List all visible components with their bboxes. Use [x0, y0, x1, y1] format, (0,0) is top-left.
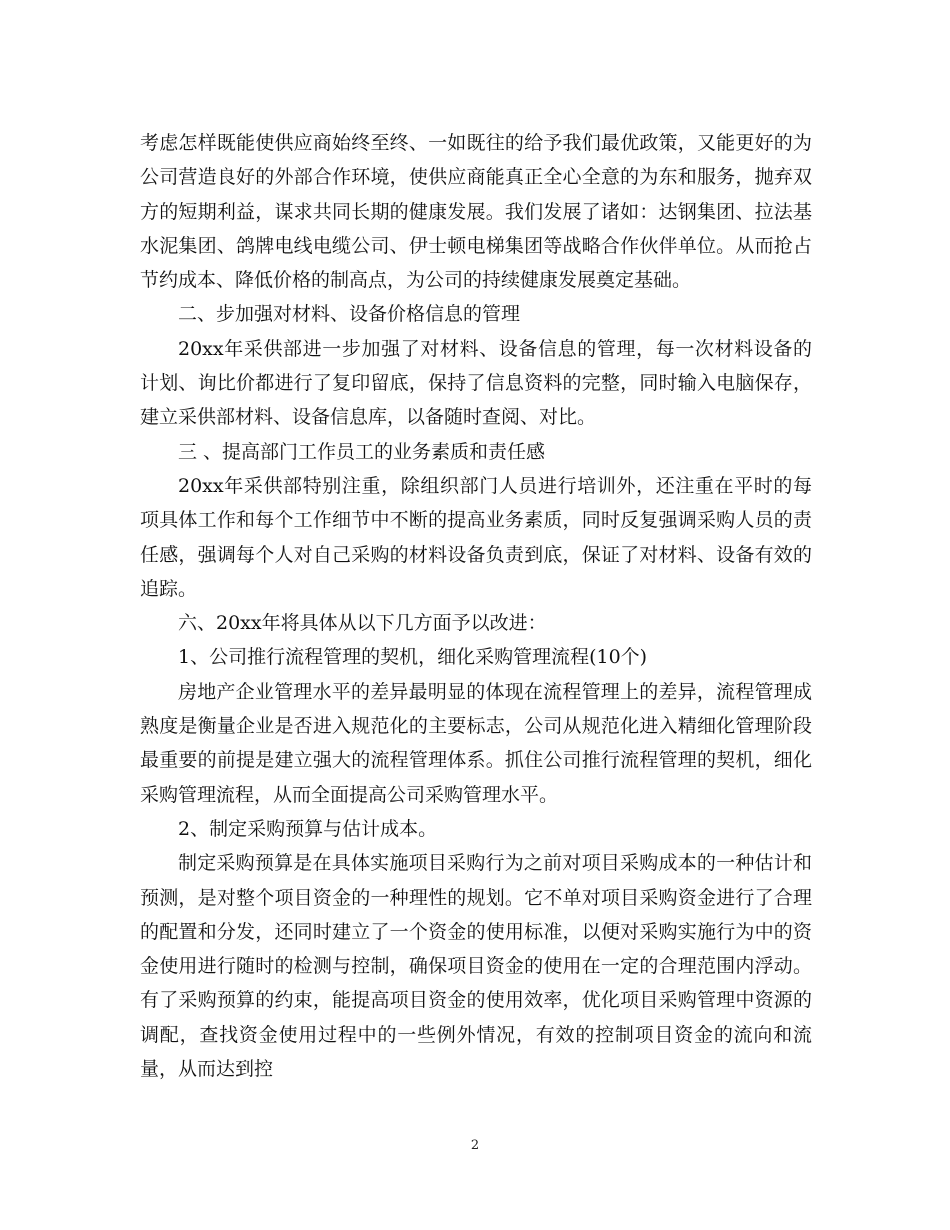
document-body [140, 126, 812, 1086]
section-heading-3: 三 、提高部门工作员工的业务素质和责任感 [178, 440, 546, 463]
subheading-1: 1、公司推行流程管理的契机，细化采购管理流程(10个) [178, 646, 648, 669]
paragraph-10: 制定采购预算是在具体实施项目采购行为之前对项目采购成本的一种估计和预测，是对整个项目资金的一种理性的规划。它不单对项目采购资金进行了合理的配置和分发，还同时建立了一个资金的使用标准，以便对采购实施行为中的资金使用进行随时的检测与控制，确保项目资金的使用在一定的合理范围内浮动。有了采购预算的约束，能提高项目资金的使用效率，优化项目采购管理中资源的调配，查找资金使用过程中的一些例外情况，有效的控制项目资金的流向和流量，从而达到控 [140, 852, 812, 1081]
subheading-2: 2、制定采购预算与估计成本。 [178, 817, 438, 840]
paragraph-8: 房地产企业管理水平的差异最明显的体现在流程管理上的差异，流程管理成熟度是衡量企业是否进入规范化的主要标志，公司从规范化进入精细化管理阶段最重要的前提是建立强大的流程管理体系。抓住公司推行流程管理的契机，细化采购管理流程，从而全面提高公司采购管理水平。 [140, 680, 812, 806]
section-heading-2: 二、步加强对材料、设备价格信息的管理 [178, 303, 521, 326]
paragraph-1: 考虑怎样既能使供应商始终至终、一如既往的给予我们最优政策，又能更好的为公司营造良好的外部合作环境，使供应商能真正全心全意的为东和服务，抛弃双方的短期利益，谋求共同长期的健康发展。我们发展了诸如：达钢集团、拉法基水泥集团、鸽牌电线电缆公司、伊士顿电梯集团等战略合作伙伴单位。从而抢占节约成本、降低价格的制高点，为公司的持续健康发展奠定基础。 [140, 132, 812, 292]
section-heading-6: 六、20xx年将具体从以下几方面予以改进： [178, 612, 547, 635]
paragraph-5: 20xx年采供部特别注重，除组织部门人员进行培训外，还注重在平时的每项具体工作和每个工作细节中不断的提高业务素质，同时反复强调采购人员的责任感，强调每个人对自己采购的材料设备负责到底，保证了对材料、设备有效的追踪。 [140, 474, 812, 600]
page-number: 2 [470, 1138, 480, 1153]
paragraph-3: 20xx年采供部进一步加强了对材料、设备信息的管理，每一次材料设备的计划、询比价都进行了复印留底，保持了信息资料的完整，同时输入电脑保存，建立采供部材料、设备信息库，以备随时查阅、对比。 [140, 337, 812, 429]
